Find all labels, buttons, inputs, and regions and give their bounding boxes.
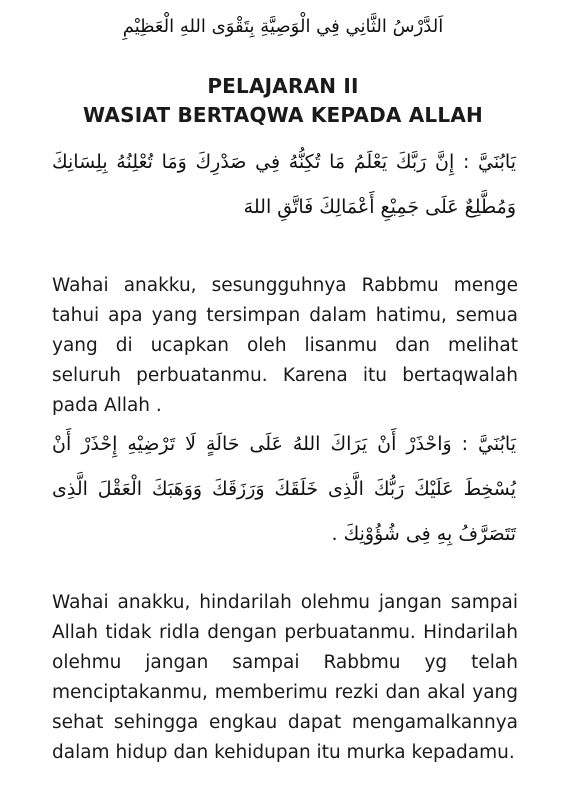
lesson-title [0, 72, 566, 130]
translation-paragraph-2: Wahai anakku, hindarilah olehmu jangan sampai Allah tidak ridla dengan perbuatanmu. Hindarilah olehmu jangan sampai Rabbmu yg telah menciptakanmu, memberimu rezki dan akal yang sehat sehingga engkau dapat mengamalkannya dalam hidup dan kehidupan itu murka kepadamu. [52, 591, 518, 763]
arabic-lesson-title: اَلدَّرْسُ الثَّانِي فِي الْوَصِيَّةِ بِتَقْوَى اللهِ الْعَظِيْمِ [122, 16, 444, 37]
lesson-subject: WASIAT BERTAQWA KEPADA ALLAH [83, 103, 483, 127]
lesson-number: PELAJARAN II [207, 74, 359, 98]
translation-paragraph-1: Wahai anakku, sesungguhnya Rabbmu menge tahui apa yang tersimpan dalam hatimu, semua yang di ucapkan oleh lisanmu dan melihat seluruh perbuatanmu. Karena itu bertaqwalah pada Allah . [52, 274, 518, 416]
arabic-passage-2: يَابُنَيَّ : وَاحْذَرْ أَنْ يَرَاكَ اللهُ عَلَى حَالَةٍ لَا تَرْضِيْهِ إِحْذَرْ أَنْ يُسْخِطَ عَلَيْكَ رَبُّكَ الَّذِى خَلَقَكَ وَرَزَقَكَ وَوَهَبَكَ الْعَقْلَ الَّذِى تَتَصَرَّفُ بِهِ فِى شُؤُوْنِكَ . [52, 433, 516, 545]
arabic-passage-1: يَابُنَيَّ : إِنَّ رَبَّكَ يَعْلَمُ مَا تُكِنُّهُ فِي صَدْرِكَ وَمَا تُعْلِنُهُ بِلِسَانِكَ وَمُطَّلِعٌ عَلَى جَمِيْعِ أَعْمَالِكَ فَاتَّقِ اللهَ [52, 151, 516, 218]
